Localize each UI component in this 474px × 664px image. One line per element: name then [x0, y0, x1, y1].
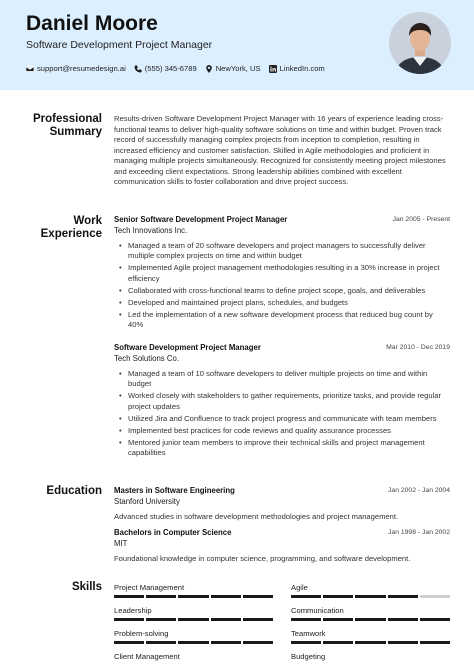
skill-name: Agile — [291, 583, 308, 592]
skills-column-right — [291, 583, 450, 664]
skill-item — [291, 652, 450, 664]
bullet-item: • Worked closely with stakeholders to gather requirements, prioritize tasks, and provide regular project updates — [128, 391, 450, 412]
skill-level-segment — [323, 641, 353, 644]
skill-level-segment — [178, 641, 208, 644]
skill-level-segment — [323, 618, 353, 621]
bullet-item: • Utilized Jira and Confluence to track project progress and communicate with team members — [128, 414, 450, 425]
skill-item — [114, 652, 273, 664]
skill-level-segment — [388, 618, 418, 621]
skills-column-left — [114, 583, 273, 664]
summary-heading-line-1: Professional — [32, 113, 102, 125]
job-date: Jan 2005 - Present — [392, 216, 450, 223]
linkedin-icon — [269, 65, 277, 73]
skill-level-segment — [114, 641, 144, 644]
skill-level-bar — [291, 595, 450, 598]
bullet-item: • Developed and maintained project plans, schedules, and budgets — [128, 298, 450, 309]
skill-name: Project Management — [114, 583, 185, 592]
avatar — [389, 12, 451, 74]
contact-row — [26, 64, 333, 73]
candidate-name: Daniel Moore — [26, 12, 158, 35]
bullet-item: • Managed a team of 20 software developers and project managers to successfully deliver multiple complex projects on time and within budget — [128, 241, 450, 262]
job-date: Mar 2010 - Dec 2019 — [386, 344, 450, 351]
contact-phone[interactable] — [134, 64, 197, 73]
job-entry — [114, 343, 450, 460]
skill-level-bar — [114, 618, 273, 621]
skill-level-segment — [178, 618, 208, 621]
experience-heading-line-1: Work — [73, 215, 102, 227]
skill-level-segment — [211, 595, 241, 598]
skill-level-segment — [420, 641, 450, 644]
degree-description: Foundational knowledge in computer science, programming, and software development. — [114, 553, 411, 563]
skill-level-segment — [355, 595, 385, 598]
skill-name: Client Management — [114, 652, 180, 661]
skill-level-segment — [355, 618, 385, 621]
summary-heading-line-2: Summary — [49, 126, 102, 138]
skill-level-segment — [388, 641, 418, 644]
bullet-item: • Led the implementation of a new software development process that reduced bug count by 40% — [128, 310, 450, 331]
mail-icon — [26, 65, 34, 73]
contact-email-text: support@resumedesign.ai — [37, 64, 126, 73]
location-icon — [205, 65, 213, 73]
contact-location-text: NewYork, US — [215, 64, 261, 73]
skill-name: Teamwork — [291, 629, 326, 638]
skill-level-segment — [243, 618, 273, 621]
summary-heading — [22, 113, 102, 139]
job-bullets — [114, 369, 450, 459]
degree-date: Jan 1998 - Jan 2002 — [388, 529, 450, 536]
resume-header — [0, 0, 474, 90]
skill-level-segment — [211, 641, 241, 644]
skill-name: Problem-solving — [114, 629, 169, 638]
contact-location[interactable] — [205, 64, 261, 73]
school-name: Stanford University — [114, 497, 180, 506]
skill-name: Leadership — [114, 606, 152, 615]
skills-heading: Skills — [71, 581, 102, 593]
skill-level-segment — [420, 595, 450, 598]
skill-item — [114, 629, 273, 652]
skill-level-segment — [146, 641, 176, 644]
experience-heading-line-2: Experience — [40, 228, 102, 240]
job-entry — [114, 215, 450, 332]
skill-level-bar — [114, 641, 273, 644]
skill-item — [291, 583, 450, 606]
skill-level-segment — [114, 595, 144, 598]
skill-item — [114, 583, 273, 606]
skill-level-segment — [243, 595, 273, 598]
skill-item — [291, 629, 450, 652]
bullet-item: • Implemented Agile project management methodologies resulting in a 30% increase in project efficiency — [128, 263, 450, 284]
contact-phone-text: (555) 345-6789 — [144, 64, 197, 73]
skill-level-segment — [420, 618, 450, 621]
skill-level-segment — [178, 595, 208, 598]
contact-email[interactable] — [26, 64, 126, 73]
skill-level-segment — [146, 595, 176, 598]
bullet-item: • Mentored junior team members to improve their technical skills and project management capabilities — [128, 438, 450, 459]
skill-name: Budgeting — [291, 652, 326, 661]
education-list — [114, 486, 450, 570]
degree-title: Masters in Software Engineering — [114, 486, 235, 495]
bullet-item: • Collaborated with cross-functional teams to define project scope, goals, and deliverables — [128, 286, 450, 297]
skill-item — [114, 606, 273, 629]
skill-name: Communication — [291, 606, 344, 615]
skill-level-segment — [114, 618, 144, 621]
skill-level-segment — [243, 641, 273, 644]
skill-level-segment — [291, 641, 321, 644]
skill-level-segment — [355, 641, 385, 644]
experience-heading — [22, 215, 102, 241]
skill-level-segment — [291, 595, 321, 598]
education-heading: Education — [46, 485, 102, 497]
contact-linkedin-text: LinkedIn.com — [279, 64, 325, 73]
summary-text: Results-driven Software Development Project Manager with 16 years of experience leading cross-functional teams to deliver high-quality software solutions on time and within budget. Proven track record of successfully managing complex projects from inception to completion, resulting in increased efficiency and customer satisfaction. Skilled in Agile methodologies and proficient in managing multiple projects simultaneously. Recognized for consistently meeting project milestones and exceeding client expectations. Strong leadership abilities combined with excellent communication skills to foster collaboration and drive project success. — [114, 114, 446, 186]
job-company: Tech Innovations Inc. — [114, 226, 188, 235]
skill-level-bar — [114, 595, 273, 598]
skill-level-segment — [146, 618, 176, 621]
contact-linkedin[interactable] — [269, 64, 325, 73]
candidate-role: Software Development Project Manager — [26, 39, 213, 51]
skill-item — [291, 606, 450, 629]
degree-date: Jan 2002 - Jan 2004 — [388, 487, 450, 494]
bullet-item: • Implemented best practices for code reviews and quality assurance processes — [128, 426, 450, 437]
skill-level-segment — [291, 618, 321, 621]
skill-level-segment — [211, 618, 241, 621]
job-company: Tech Solutions Co. — [114, 354, 180, 363]
skill-level-segment — [388, 595, 418, 598]
degree-description: Advanced studies in software development methodologies and project management. — [114, 511, 399, 521]
phone-icon — [134, 65, 142, 73]
job-title: Senior Software Development Project Manager — [114, 215, 288, 224]
skill-level-bar — [291, 641, 450, 644]
school-name: MIT — [114, 539, 128, 548]
job-title: Software Development Project Manager — [114, 343, 261, 352]
degree-title: Bachelors in Computer Science — [114, 528, 232, 537]
skill-level-segment — [323, 595, 353, 598]
job-bullets — [114, 241, 450, 331]
bullet-item: • Managed a team of 10 software developers to deliver multiple projects on time and within budget — [128, 369, 450, 390]
skill-level-bar — [291, 618, 450, 621]
